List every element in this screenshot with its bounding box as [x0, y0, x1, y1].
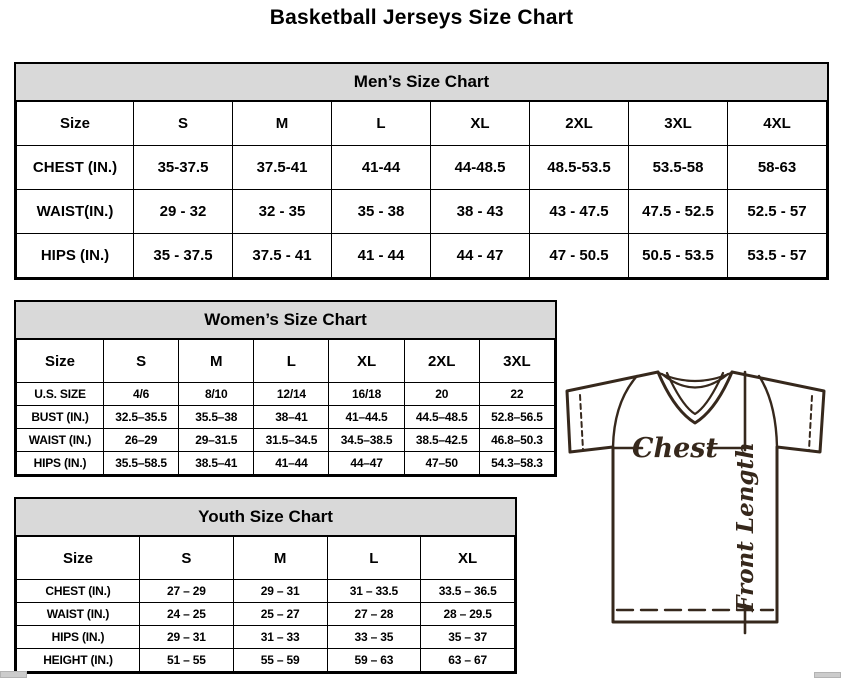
size-value-cell: 53.5 - 57	[728, 234, 827, 278]
column-header: S	[134, 102, 233, 146]
column-header: M	[233, 537, 327, 580]
size-value-cell: 31 – 33.5	[327, 580, 421, 603]
size-value-cell: 29–31.5	[179, 429, 254, 452]
size-value-cell: 29 – 31	[233, 580, 327, 603]
table-row	[17, 234, 827, 278]
row-label: WAIST (IN.)	[17, 429, 104, 452]
size-value-cell: 32 - 35	[233, 190, 332, 234]
size-value-cell: 8/10	[179, 383, 254, 406]
table-title: Men’s Size Chart	[16, 64, 827, 101]
front-length-label: Front Length	[732, 442, 759, 612]
size-column-header: Size	[17, 102, 134, 146]
size-value-cell: 22	[479, 383, 554, 406]
size-value-cell: 44-48.5	[431, 146, 530, 190]
size-value-cell: 52.5 - 57	[728, 190, 827, 234]
row-label: HIPS (IN.)	[17, 626, 140, 649]
size-value-cell: 29 - 32	[134, 190, 233, 234]
size-value-cell: 35.5–58.5	[104, 452, 179, 475]
column-header: L	[327, 537, 421, 580]
size-value-cell: 41-44	[332, 146, 431, 190]
mens-table-grid	[16, 101, 827, 278]
table-row	[17, 190, 827, 234]
column-header: 3XL	[479, 340, 554, 383]
size-header-row	[17, 340, 555, 383]
size-value-cell: 51 – 55	[140, 649, 234, 672]
size-value-cell: 35 - 38	[332, 190, 431, 234]
row-label: HIPS (IN.)	[17, 452, 104, 475]
size-value-cell: 55 – 59	[233, 649, 327, 672]
size-value-cell: 48.5-53.5	[530, 146, 629, 190]
chest-label: Chest	[632, 433, 718, 464]
size-value-cell: 47 - 50.5	[530, 234, 629, 278]
table-row	[17, 603, 515, 626]
table-row	[17, 383, 555, 406]
size-value-cell: 38.5–42.5	[404, 429, 479, 452]
size-value-cell: 46.8–50.3	[479, 429, 554, 452]
size-value-cell: 44 - 47	[431, 234, 530, 278]
table-title: Youth Size Chart	[16, 499, 515, 536]
size-value-cell: 63 – 67	[421, 649, 515, 672]
size-value-cell: 33.5 – 36.5	[421, 580, 515, 603]
size-column-header: Size	[17, 340, 104, 383]
size-value-cell: 50.5 - 53.5	[629, 234, 728, 278]
size-value-cell: 44–47	[329, 452, 404, 475]
scrollbar-thumb-right[interactable]	[814, 672, 841, 678]
size-value-cell: 35-37.5	[134, 146, 233, 190]
size-column-header: Size	[17, 537, 140, 580]
size-value-cell: 59 – 63	[327, 649, 421, 672]
table-row	[17, 146, 827, 190]
row-label: WAIST (IN.)	[17, 603, 140, 626]
womens-table-grid	[16, 339, 555, 475]
size-value-cell: 4/6	[104, 383, 179, 406]
youth-table-grid	[16, 536, 515, 672]
right-cuff-dashed-line	[809, 396, 812, 450]
row-label: HIPS (IN.)	[17, 234, 134, 278]
size-value-cell: 58-63	[728, 146, 827, 190]
size-value-cell: 37.5 - 41	[233, 234, 332, 278]
size-value-cell: 16/18	[329, 383, 404, 406]
size-value-cell: 38 - 43	[431, 190, 530, 234]
size-value-cell: 38–41	[254, 406, 329, 429]
column-header: 4XL	[728, 102, 827, 146]
mens-size-table	[14, 62, 829, 280]
column-header: XL	[329, 340, 404, 383]
size-value-cell: 33 – 35	[327, 626, 421, 649]
scrollbar-thumb-left[interactable]	[0, 671, 27, 678]
size-value-cell: 27 – 28	[327, 603, 421, 626]
left-cuff-dashed-line	[580, 395, 583, 450]
table-title: Women’s Size Chart	[16, 302, 555, 339]
table-row	[17, 580, 515, 603]
column-header: S	[104, 340, 179, 383]
size-value-cell: 31 – 33	[233, 626, 327, 649]
size-value-cell: 37.5-41	[233, 146, 332, 190]
size-value-cell: 35.5–38	[179, 406, 254, 429]
size-value-cell: 43 - 47.5	[530, 190, 629, 234]
column-header: M	[233, 102, 332, 146]
page-title: Basketball Jerseys Size Chart	[269, 6, 574, 29]
row-label: CHEST (IN.)	[17, 580, 140, 603]
size-value-cell: 35 - 37.5	[134, 234, 233, 278]
row-label: HEIGHT (IN.)	[17, 649, 140, 672]
size-value-cell: 26–29	[104, 429, 179, 452]
size-value-cell: 41 - 44	[332, 234, 431, 278]
size-value-cell: 27 – 29	[140, 580, 234, 603]
column-header: M	[179, 340, 254, 383]
row-label: U.S. SIZE	[17, 383, 104, 406]
column-header: S	[140, 537, 234, 580]
size-value-cell: 20	[404, 383, 479, 406]
size-value-cell: 38.5–41	[179, 452, 254, 475]
size-value-cell: 52.8–56.5	[479, 406, 554, 429]
table-row	[17, 452, 555, 475]
size-header-row	[17, 537, 515, 580]
jersey-diagram-svg	[555, 360, 843, 676]
size-value-cell: 34.5–38.5	[329, 429, 404, 452]
size-value-cell: 54.3–58.3	[479, 452, 554, 475]
table-row	[17, 626, 515, 649]
size-value-cell: 25 – 27	[233, 603, 327, 626]
size-value-cell: 47.5 - 52.5	[629, 190, 728, 234]
size-value-cell: 28 – 29.5	[421, 603, 515, 626]
youth-size-table	[14, 497, 517, 674]
row-label: BUST (IN.)	[17, 406, 104, 429]
table-row	[17, 406, 555, 429]
column-header: 2XL	[404, 340, 479, 383]
column-header: XL	[431, 102, 530, 146]
size-value-cell: 41–44.5	[329, 406, 404, 429]
size-value-cell: 35 – 37	[421, 626, 515, 649]
column-header: 3XL	[629, 102, 728, 146]
table-row	[17, 649, 515, 672]
row-label: CHEST (IN.)	[17, 146, 134, 190]
jersey-outline	[567, 372, 824, 622]
size-value-cell: 47–50	[404, 452, 479, 475]
size-value-cell: 24 – 25	[140, 603, 234, 626]
column-header: L	[332, 102, 431, 146]
column-header: XL	[421, 537, 515, 580]
column-header: 2XL	[530, 102, 629, 146]
size-value-cell: 44.5–48.5	[404, 406, 479, 429]
size-value-cell: 31.5–34.5	[254, 429, 329, 452]
size-value-cell: 41–44	[254, 452, 329, 475]
size-header-row	[17, 102, 827, 146]
right-armhole-seam	[759, 376, 777, 447]
size-value-cell: 32.5–35.5	[104, 406, 179, 429]
size-value-cell: 12/14	[254, 383, 329, 406]
jersey-measurement-diagram	[555, 360, 843, 676]
table-row	[17, 429, 555, 452]
size-value-cell: 29 – 31	[140, 626, 234, 649]
size-value-cell: 53.5-58	[629, 146, 728, 190]
womens-size-table	[14, 300, 557, 477]
row-label: WAIST(IN.)	[17, 190, 134, 234]
column-header: L	[254, 340, 329, 383]
